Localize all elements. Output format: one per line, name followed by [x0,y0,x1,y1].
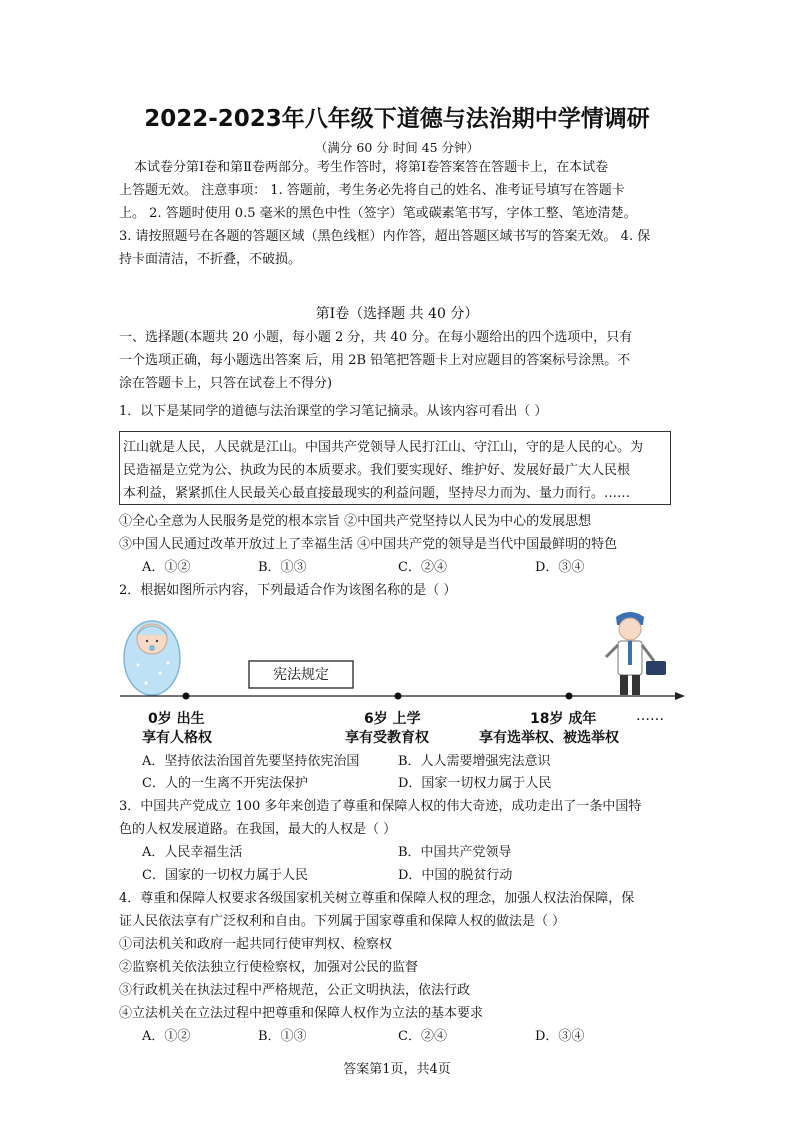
option-d[interactable]: D．国家一切权力属于人民 [398,776,552,791]
quote-line: 江山就是人民，人民就是江山。中国共产党领导人民打江山、守江山，守的是人民的心。为 [123,440,644,455]
timeline-age: 18岁 成年 [530,711,597,727]
option-a[interactable]: A．①② [142,1029,191,1044]
quote-line: 民造福是立党为公、执政为民的本质要求。我们要实现好、维护好、发展好最广大人民根 [123,463,631,478]
option-d[interactable]: D．③④ [535,1029,585,1044]
timeline-right: 享有人格权 [142,730,212,746]
statement-line: ③中国人民通过改革开放过上了幸福生活 ④中国共产党的领导是当代中国最鲜明的特色 [119,537,618,552]
quote-box [119,431,671,505]
option-a[interactable]: A．人民幸福生活 [142,845,243,860]
statement-line: ④立法机关在立法过程中把尊重和保障人权作为立法的基本要求 [119,1006,484,1021]
statement-line: ①司法机关和政府一起共同行使审判权、检察权 [119,937,393,952]
section-title: 第Ⅰ卷（选择题 共 40 分） [315,306,479,322]
statement-line: ①全心全意为人民服务是党的根本宗旨 ②中国共产党坚持以人民为中心的发展思想 [119,514,592,529]
option-c[interactable]: C．②④ [398,560,447,575]
question-3-stem: 色的人权发展道路。在我国，最大的人权是（ ） [119,822,397,837]
option-c[interactable]: C．人的一生离不开宪法保护 [142,776,308,791]
baby-illustration [124,621,180,695]
section-instruction: 一、选择题(本题共 20 小题，每小题 2 分，共 40 分。在每小题给出的四个选项中，只有 [119,330,633,345]
question-1-stem: 1．以下是某同学的道德与法治课堂的学习笔记摘录。从该内容可看出（ ） [119,404,548,419]
constitution-label: 宪法规定 [273,667,329,683]
option-b[interactable]: B．①③ [258,1029,307,1044]
intro-line: 上。 2. 答题时使用 0.5 毫米的黑色中性（签字）笔或碳素笔书写，字体工整、笔迹清楚。 [119,206,637,221]
section-instruction: 涂在答题卡上，只答在试卷上不得分) [119,376,333,391]
exam-subtitle: （满分 60 分 时间 45 分钟） [314,140,480,155]
timeline-ellipsis: …… [636,708,664,724]
intro-line: 3. 请按照题号在各题的答题区域（黑色线框）内作答，超出答题区域书写的答案无效。 4. 保 [119,229,651,244]
option-a[interactable]: A．坚持依法治国首先要坚持依宪治国 [142,754,360,769]
question-4-stem: 4．尊重和保障人权要求各级国家机关树立尊重和保障人权的理念，加强人权法治保障，保 [119,891,635,906]
option-b[interactable]: B．中国共产党领导 [398,845,512,860]
option-b[interactable]: B．人人需要增强宪法意识 [398,754,551,769]
section-instruction: 一个选项正确，每小题选出答案 后，用 2B 铅笔把答题卡上对应题目的答案标号涂黑。不 [119,353,631,368]
statement-line: ③行政机关在执法过程中严格规范，公正文明执法，依法行政 [119,983,471,998]
timeline-age: 0岁 出生 [148,711,205,727]
option-c[interactable]: C．国家的一切权力属于人民 [142,868,308,883]
option-a[interactable]: A．①② [142,560,191,575]
quote-line: 本利益，紧紧抓住人民最关心最直接最现实的利益问题，坚持尽力而为、量力而行。…… [123,486,631,501]
timeline-age: 6岁 上学 [364,711,421,727]
question-3-stem: 3．中国共产党成立 100 多年来创造了尊重和保障人权的伟大奇迹，成功走出了一条中国特 [119,799,642,814]
timeline-figure [110,605,690,715]
intro-line: 上答题无效。 注意事项： 1. 答题前，考生务必先将自己的姓名、准考证号填写在答题卡 [119,183,625,198]
option-d[interactable]: D．③④ [535,560,585,575]
statement-line: ②监察机关依法独立行使检察权，加强对公民的监督 [119,960,419,975]
intro-line: 本试卷分第Ⅰ卷和第Ⅱ卷两部分。考生作答时，将第Ⅰ卷答案答在答题卡上，在本试卷 [134,160,609,175]
option-b[interactable]: B．①③ [258,560,307,575]
adult-man-illustration [606,612,666,695]
question-2-stem: 2．根据如图所示内容，下列最适合作为该图名称的是（ ） [119,583,457,598]
page-title: 2022-2023年八年级下道德与法治期中学情调研 [144,106,650,132]
question-4-stem: 证人民依法享有广泛权利和自由。下列属于国家尊重和保障人权的做法是（ ） [119,914,566,929]
timeline-right: 享有受教育权 [345,730,429,746]
intro-line: 持卡面清洁，不折叠，不破损。 [119,252,302,267]
option-d[interactable]: D．中国的脱贫行动 [398,868,513,883]
timeline-right: 享有选举权、被选举权 [479,730,619,746]
page-footer: 答案第1页，共4页 [343,1062,451,1077]
option-c[interactable]: C．②④ [398,1029,447,1044]
